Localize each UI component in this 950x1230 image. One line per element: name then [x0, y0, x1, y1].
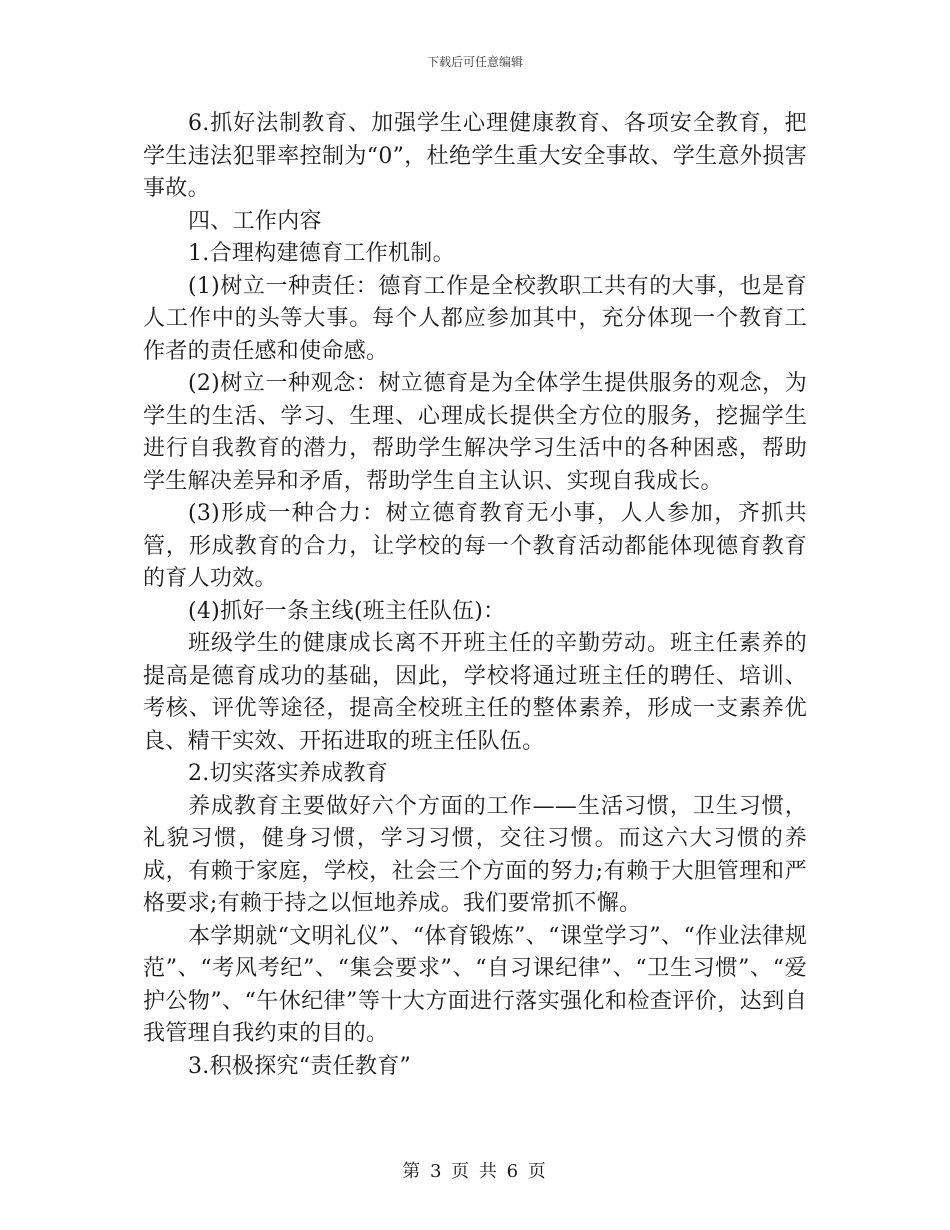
subheading-habit-education: 2.切实落实养成教育 — [188, 761, 388, 786]
page-number-footer: 第 3 页 共 6 页 — [402, 1161, 548, 1182]
paragraph-joint-force: (3)形成一种合力：树立德育教育无小事，人人参加，齐抓共管，形成教育的合力，让学校的每一个教育活动都能体现德育教育的育人功效。 — [143, 501, 807, 591]
paragraph-class-teachers: 班级学生的健康成长离不开班主任的辛勤劳动。班主任素养的提高是德育成功的基础，因此，学校将通过班主任的聘任、培训、考核、评优等途径，提高全校班主任的整体素养，形成一支素养优良、精干实效、开拓进取的班主任队伍。 — [143, 631, 807, 754]
paragraph-safety-education: 6.抓好法制教育、加强学生心理健康教育、各项安全教育，把学生违法犯罪率控制为“0”，杜绝学生重大安全事故、学生意外损害事故。 — [143, 111, 807, 201]
paragraph-ten-aspects: 本学期就“文明礼仪”、“体育锻炼”、“课堂学习”、“作业法律规范”、“考风考纪”、“集会要求”、“自习课纪律”、“卫生习惯”、“爱护公物”、“午休纪律”等十大方面进行落实强化和检查评价，达到自我管理自我约束的目的。 — [143, 923, 807, 1046]
paragraph-main-line: (4)抓好一条主线(班主任队伍)： — [188, 598, 506, 624]
paragraph-concept: (2)树立一种观念：树立德育是为全体学生提供服务的观念，为学生的生活、学习、生理、心理成长提供全方位的服务，挖掘学生进行自我教育的潜力，帮助学生解决学习生活中的各种困惑，帮助学生解决差异和矛盾，帮助学生自主认识、实现自我成长。 — [143, 371, 807, 494]
document-body — [143, 108, 807, 1083]
section-heading-work-content: 四、工作内容 — [188, 208, 322, 234]
subheading-mechanism: 1.合理构建德育工作机制。 — [188, 241, 455, 266]
subheading-responsibility-education: 3.积极探究“责任教育” — [188, 1053, 412, 1079]
paragraph-six-habits: 养成教育主要做好六个方面的工作——生活习惯，卫生习惯，礼貌习惯，健身习惯，学习习惯，交往习惯。而这六大习惯的养成，有赖于家庭，学校，社会三个方面的努力;有赖于大胆管理和严格要求;有赖于持之以恒地养成。我们要常抓不懈。 — [143, 793, 807, 916]
page-header-note: 下载后可任意编辑 — [426, 55, 523, 69]
paragraph-responsibility: (1)树立一种责任：德育工作是全校教职工共有的大事，也是育人工作中的头等大事。每个人都应参加其中，充分体现一个教育工作者的责任感和使命感。 — [143, 273, 807, 364]
